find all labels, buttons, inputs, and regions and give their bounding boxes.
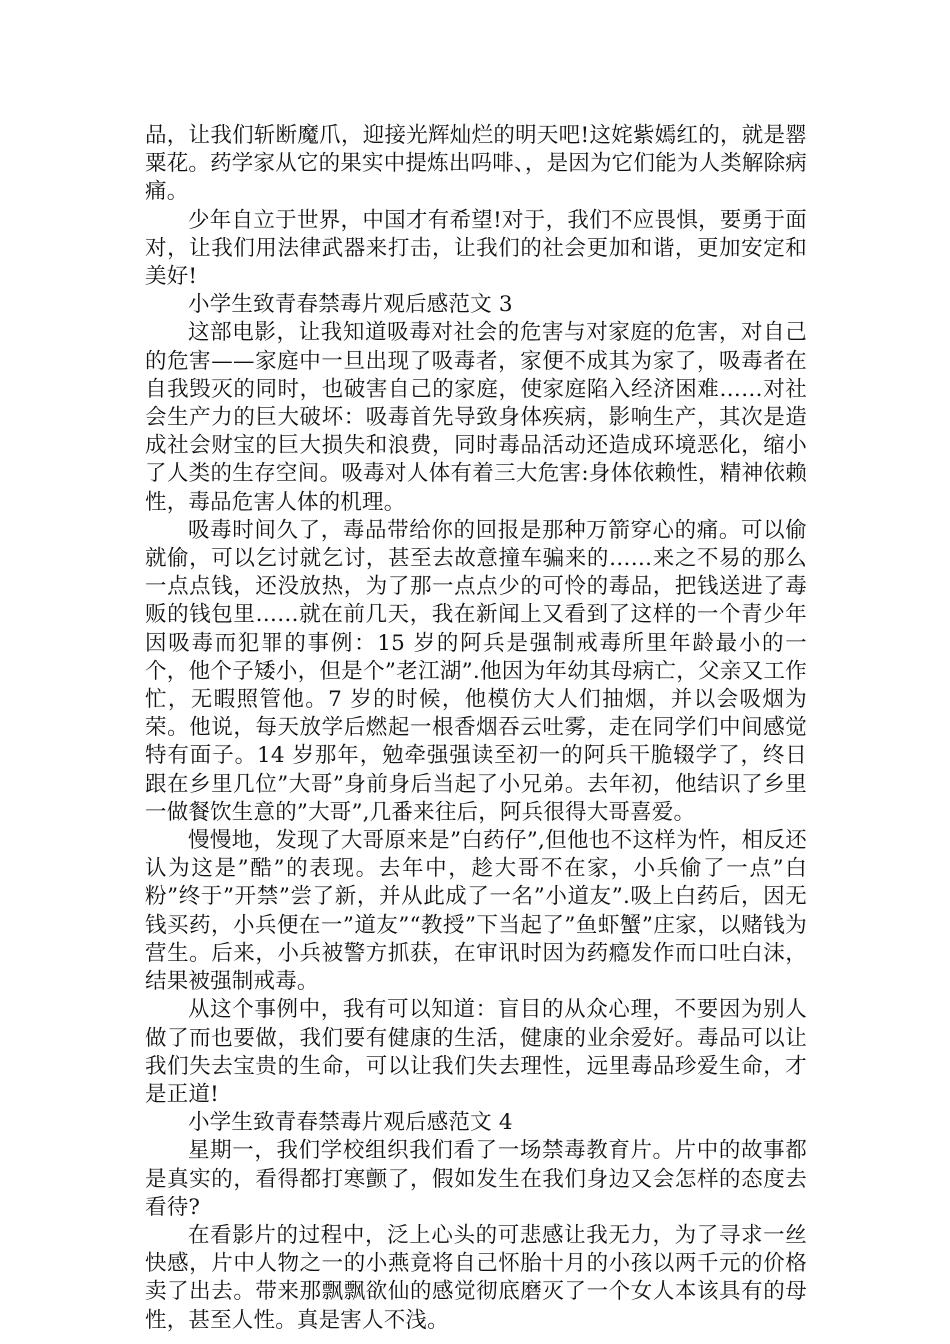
section-heading-3: 小学生致青春禁毒片观后感范文 3 bbox=[188, 292, 513, 318]
document-body bbox=[145, 122, 807, 1335]
paragraph: 从这个事例中，我有可以知道：盲目的从众心理，不要因为别人做了而也要做，我们要有健康的生活，健康的业余爱好。毒品可以让我们失去宝贵的生命，可以让我们失去理性，远里毒品珍爱生命，才是正道! bbox=[145, 997, 807, 1107]
paragraph: 这部电影，让我知道吸毒对社会的危害与对家庭的危害，对自己的危害——家庭中一旦出现了吸毒者，家便不成其为家了，吸毒者在自我毁灭的同时，也破害自己的家庭，使家庭陷入经济困难……对社会生产力的巨大破坏：吸毒首先导致身体疾病，影响生产，其次是造成社会财宝的巨大损失和浪费，同时毒品活动还造成环境恶化，缩小了人类的生存空间。吸毒对人体有着三大危害:身体依赖性，精神依赖性，毒品危害人体的机理。 bbox=[145, 320, 807, 515]
paragraph-continued: 品，让我们斩断魔爪，迎接光辉灿烂的明天吧!这姹紫嫣红的，就是罂粟花。药学家从它的果实中提炼出吗啡、，是因为它们能为人类解除病痛。 bbox=[145, 123, 807, 205]
paragraph: 少年自立于世界，中国才有希望!对于，我们不应畏惧，要勇于面对，让我们用法律武器来打击，让我们的社会更加和谐，更加安定和美好! bbox=[145, 207, 807, 290]
section-heading-4: 小学生致青春禁毒片观后感范文 4 bbox=[188, 1110, 513, 1136]
paragraph: 星期一，我们学校组织我们看了一场禁毒教育片。片中的故事都是真实的，看得都打寒颤了，假如发生在我们身边又会怎样的态度去看待? bbox=[145, 1138, 807, 1220]
paragraph: 在看影片的过程中，泛上心头的可悲感让我无力，为了寻求一丝快感，片中人物之一的小燕竟将自己怀胎十月的小孩以两千元的价格卖了出去。带来那飘飘欲仙的感觉彻底磨灭了一个女人本该具有的母性，甚至人性。真是害人不浅。 bbox=[145, 1222, 807, 1333]
paragraph: 慢慢地，发现了大哥原来是”白药仔”,但他也不这样为忤，相反还认为这是”酷”的表现。去年中，趁大哥不在家，小兵偷了一点”白粉”终于”开禁”尝了新，并从此成了一名”小道友”.吸上白药后，因无钱买药，小兵便在一”道友”“教授”下当起了”鱼虾蟹”庄家，以赌钱为营生。后来，小兵被警方抓获，在审讯时因为药瘾发作而口吐白沫，结果被强制戒毒。 bbox=[145, 828, 807, 995]
paragraph: 吸毒时间久了，毒品带给你的回报是那种万箭穿心的痛。可以偷就偷，可以乞讨就乞讨，甚至去故意撞车骗来的……来之不易的那么一点点钱，还没放热，为了那一点点少的可怜的毒品，把钱送进了毒贩的钱包里……就在前几天，我在新闻上又看到了这样的一个青少年因吸毒而犯罪的事例：15 岁的阿兵是强制戒毒所里年龄最小的一个，他个子矮小，但是个”老江湖”.他因为年幼其母病亡，父亲又工作忙，无暇照管他。7 岁的时候，他模仿大人们抽烟，并以会吸烟为荣。他说，每天放学后燃起一根香烟吞云吐雾，走在同学们中间感觉特有面子。14 岁那年，勉牵强强读至初一的阿兵干脆辍学了，终日跟在乡里几位”大哥”身前身后当起了小兄弟。去年初，他结识了乡里一做餐饮生意的”大哥”,几番来往后，阿兵很得大哥喜爱。 bbox=[145, 517, 807, 825]
